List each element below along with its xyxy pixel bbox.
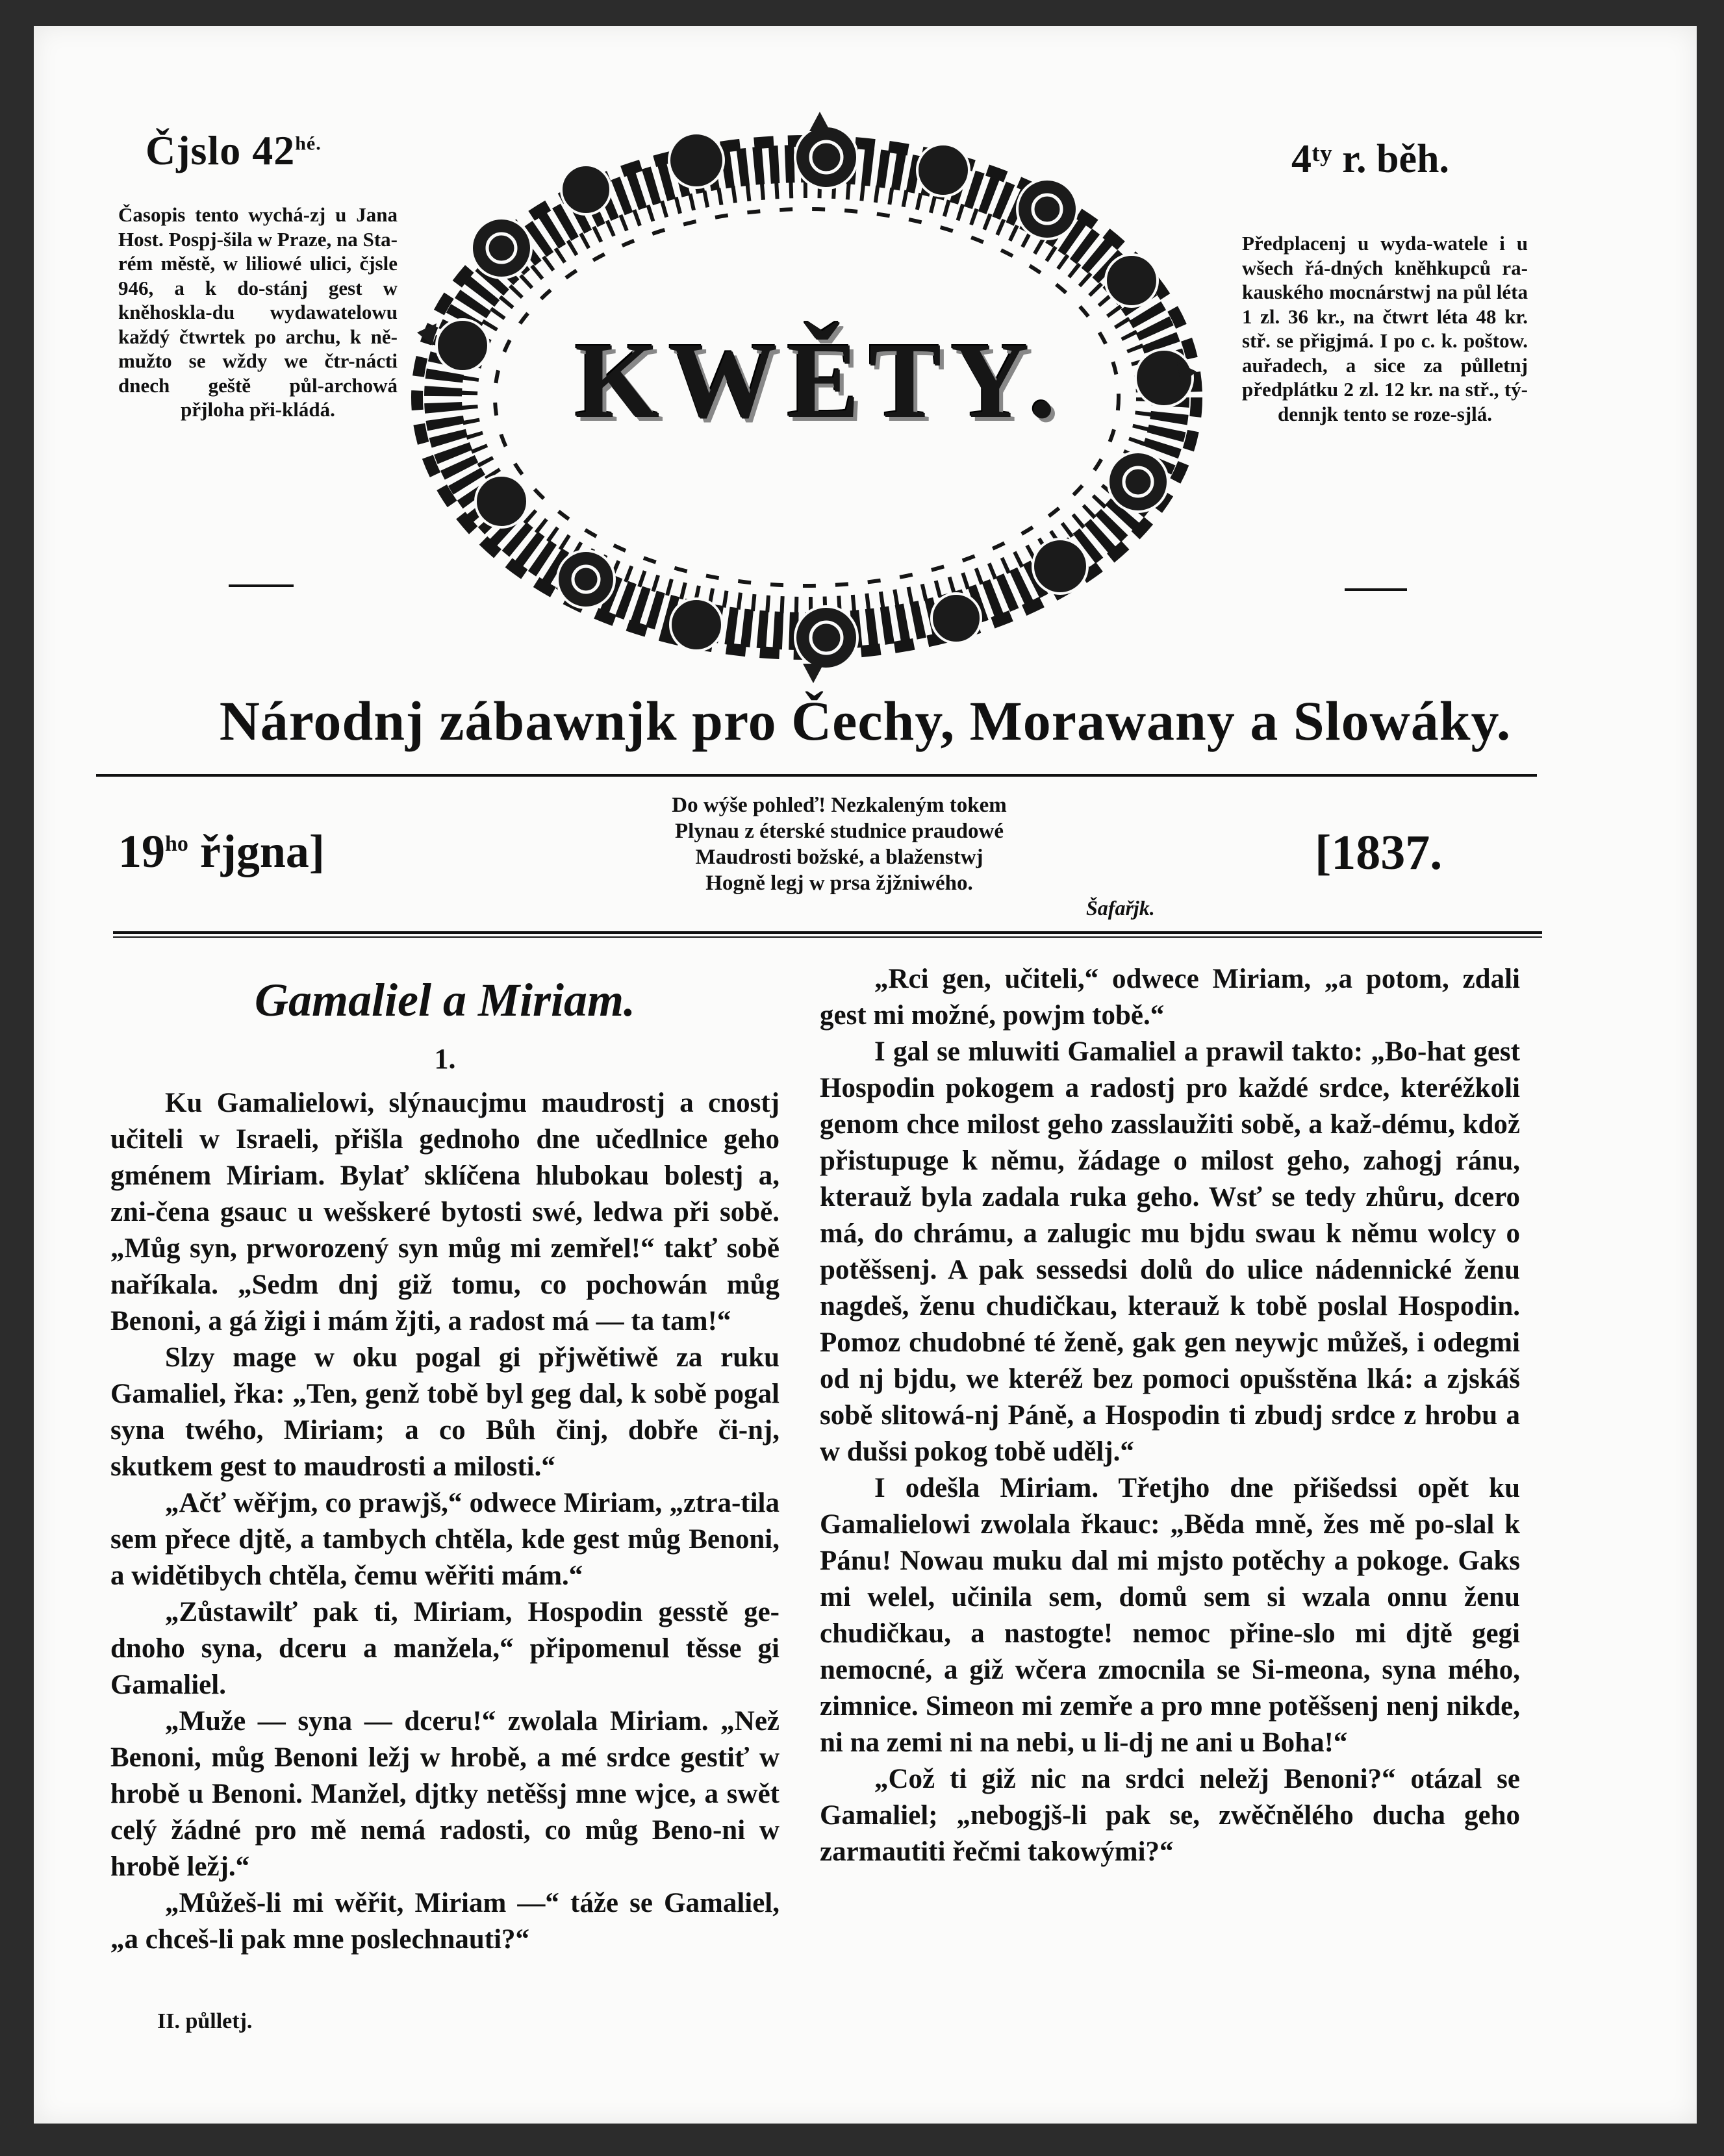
article-column-right	[820, 961, 1520, 1870]
epigraph-line: Do wýše pohleď! Nezkaleným tokem	[672, 794, 1007, 817]
issue-date	[118, 825, 325, 879]
epigraph-line: Maudrosti božské, a blaženstwj	[695, 846, 983, 869]
epigraph-line: Hogně legj w prsa žjžniwého.	[705, 871, 973, 895]
paragraph: „Což ti giž nic na srdci neležj Benoni?“ otázal se Gamaliel; „nebogjš-li pak se, zwěčnělého ducha geho zarmautiti řečmi takowými?“	[820, 1764, 1520, 1867]
paragraph: „Ačť wěřjm, co prawjš,“ odwece Miriam, „ztra-tila sem přece djtě, a tambych chtěla, kde gest můg Benoni, a widětibych chtěla, čemu wěřiti mám.“	[110, 1488, 780, 1591]
article-column-left	[110, 971, 780, 1958]
section-number: 1.	[434, 1043, 456, 1075]
newspaper-title: KWĚTY.	[574, 320, 1065, 441]
right-note-rule	[1345, 588, 1407, 591]
issue-number	[146, 127, 322, 175]
date-month: řjgna]	[188, 825, 325, 877]
publication-note: Časopis tento wychá-zj u Jana Host. Pospj-šila w Praze, na Sta-rém městě, w liliowé ulici, čjsle 946, a k do-stánj gest w kněhoskla-du wydawatelowu každý čtwrtek po archu, k ně-mužto se wždy we čtr-nácti dnech geště půl-archowá přjloha při-kládá.	[118, 203, 398, 421]
footer-signature: II. půlletj.	[157, 2009, 253, 2033]
paragraph: „Muže — syna — dceru!“ zwolala Miriam. „Než Benoni, můg Benoni ležj w hrobě, a mé srdce gestiť w hrobě u Benoni. Manžel, djtky netěšsj mne wjce, a swět celý žádné pro mě nemá radosti, co můg Beno-ni w hrobě ležj.“	[110, 1706, 780, 1882]
issue-number-text: Čjslo 42	[146, 127, 296, 173]
section-rule-thin	[113, 936, 1542, 938]
article-title: Gamaliel a Miriam.	[254, 974, 636, 1026]
paragraph: I odešla Miriam. Třetjho dne přišedssi opět ku Gamalielowi zwolala řkauc: „Běda mně, žes mě po-slal k Pánu! Nowau muku dal mi mjsto potěchy a pokoge. Gaks mi welel, učinila sem, domů sem si wzala onnu ženu chudičkau, a nastogte! nemoc přine-slo mi djtě gegi nemocné, a giž wčera zmocnila se Si-meona, syna mého, zimnice. Simeon mi zemře a pro mne potěšsenj nenj nikde, ni na zemi ni na nebi, u li-dj ne ani u Boha!“	[820, 1473, 1520, 1758]
paragraph: „Rci gen, učiteli,“ odwece Miriam, „a potom, zdali gest mi možné, powjm tobě.“	[820, 964, 1520, 1031]
epigraph	[560, 792, 1119, 896]
paragraph: Ku Gamalielowi, slýnaucjmu maudrostj a cnostj učiteli w Israeli, přišla gednoho dne učedlnice geho gménem Miriam. Bylať sklíčena hlubokau bolestj a, zni-čena gsauc u wešskeré bytosti swé, ledwa při sobě. „Můg syn, prworozený syn můg mi zemřel!“ takť sobě naříkala. „Sedm dnj giž tomu, co pochowán můg Benoni, a gá žigi i mám žjti, a radost má — ta tam!“	[110, 1088, 780, 1336]
subscription-note: Předplacenj u wyda-watele i u wšech řá-dných kněhkupců ra-kauského mocnárstwj na půl léta 1 zl. 36 kr., na čtwrt léta 48 kr. stř. se přigjmá. I po c. k. poštow. auřadech, a sice za půlletnj předplátku 2 zl. 12 kr. na stř., tý-dennjk tento se roze-sjlá.	[1242, 232, 1528, 425]
issue-number-suffix: hé.	[295, 132, 322, 155]
issue-year: [1837.	[1315, 825, 1443, 880]
date-day: 19	[118, 825, 165, 877]
year-run: 4ᵗʸ r. běh.	[1291, 137, 1449, 181]
epigraph-line: Plynau z éterské studnice praudowé	[675, 820, 1004, 843]
paragraph: I gal se mluwiti Gamaliel a prawil takto: „Bo-hat gest Hospodin pokogem a radostj pro každé srdce, kteréžkoli genom chce milost geho zasslaužiti sobě, a kaž-dému, kdož přistupuge k němu, žádage o milost geho, zahogj ránu, kterauž byla zadala ruka geho. Wsť se tedy zhůru, dcero má, do chrámu, a zalugic mu bjdu swau k němu wolcy o potěšsenj. A pak sessedsi dolů do ulice nádennické ženu nagdeš, ženu chudičkau, kterauž k tobě poslal Hospodin. Pomoz chudobné té ženě, gak gen neywjc můžeš, i odegmi od nj bjdu, we kteréž bez pomoci opušstěna lká: a zjskáš sobě slitowá-nj Páně, a Hospodin ti zbudj srdce z hrobu a w dušsi pokog tobě udělj.“	[820, 1036, 1520, 1467]
newspaper-subtitle: Národnj zábawnjk pro Čechy, Morawany a Slowáky.	[219, 690, 1512, 752]
newspaper-page	[34, 26, 1697, 2124]
header-rule	[96, 774, 1537, 777]
paragraph: „Můžeš-li mi wěřit, Miriam —“ táže se Gamaliel, „a chceš-li pak mne poslechnauti?“	[110, 1888, 780, 1955]
paragraph: „Zůstawilť pak ti, Miriam, Hospodin gesstě ge-dnoho syna, dceru a manžela,“ připomenul těsse gi Gamaliel.	[110, 1597, 780, 1700]
paragraph: Slzy mage w oku pogal gi přjwětiwě za ruku Gamaliel, řka: „Ten, genž tobě byl geg dal, k sobě pogal syna twého, Miriam; a co Bůh činj, dobře či-nj, skutkem gest to maudrosti a milosti.“	[110, 1342, 780, 1482]
epigraph-author: Šafařjk.	[1086, 896, 1155, 920]
date-day-suffix: ho	[165, 832, 188, 856]
section-rule	[113, 931, 1542, 934]
left-note-rule	[229, 584, 294, 587]
